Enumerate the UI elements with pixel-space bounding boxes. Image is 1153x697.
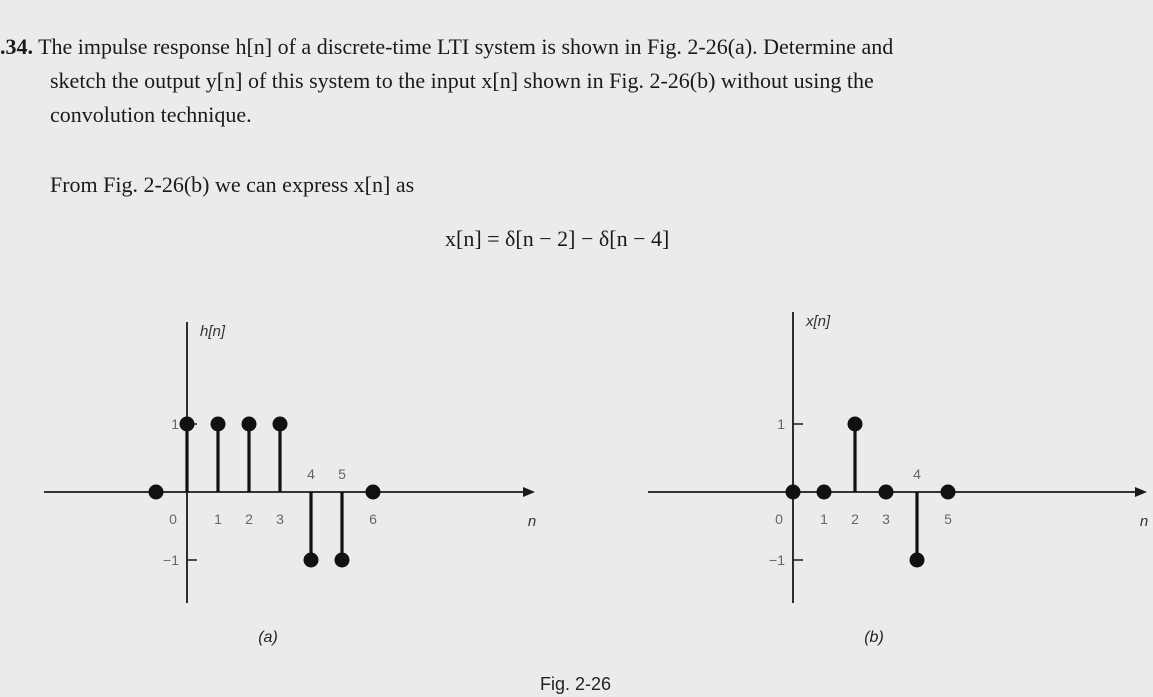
figure-caption: Fig. 2-26 [540, 674, 612, 694]
stem-marker [149, 485, 164, 500]
x-tick-label: 2 [245, 511, 253, 527]
x-tick-label: 2 [851, 511, 859, 527]
x-tick-label: 1 [820, 511, 828, 527]
x-tick-label: 1 [214, 511, 222, 527]
stem-marker [910, 553, 925, 568]
stem-marker [848, 417, 863, 432]
x-tick-label: 3 [276, 511, 284, 527]
x-axis-arrow [1135, 487, 1147, 497]
stem-marker [817, 485, 832, 500]
stem-marker [211, 417, 226, 432]
y-tick-label: −1 [769, 552, 785, 568]
stem-marker [273, 417, 288, 432]
x-tick-label: 0 [169, 511, 177, 527]
y-axis-label: x[n] [806, 313, 831, 330]
stem-marker [180, 417, 195, 432]
stem-marker [366, 485, 381, 500]
y-tick-label: −1 [163, 552, 179, 568]
x-tick-label: 0 [775, 511, 783, 527]
x-axis-label: n [527, 513, 537, 530]
y-axis-label: h[n] [200, 323, 226, 340]
x-tick-label: 4 [913, 466, 921, 482]
x-tick-label: 5 [944, 511, 952, 527]
x-tick-label: 5 [338, 466, 346, 482]
equation-x: x[n] = δ[n − 2] − δ[n − 4] [445, 226, 670, 251]
x-axis-label: n [1139, 513, 1149, 530]
problem-number: .34. [0, 34, 33, 59]
stem-marker [879, 485, 894, 500]
panel-label: (a) [258, 629, 278, 646]
stem-marker [335, 553, 350, 568]
x-tick-label: 6 [369, 511, 377, 527]
problem-line-1: .34. The impulse response h[n] of a discrete-time LTI system is shown in Fig. 2-26(a). Determine and [0, 34, 894, 59]
y-tick-label: 1 [777, 416, 785, 432]
problem-line-3: convolution technique. [50, 102, 252, 127]
problem-line-2: sketch the output y[n] of this system to the input x[n] shown in Fig. 2-26(b) without using the [50, 68, 874, 93]
x-tick-label: 3 [882, 511, 890, 527]
stem-marker [304, 553, 319, 568]
chart-panel-b [648, 312, 1148, 646]
stem-marker [941, 485, 956, 500]
panel-label: (b) [864, 629, 884, 646]
stem-marker [242, 417, 257, 432]
x-tick-label: 4 [307, 466, 315, 482]
solution-intro: From Fig. 2-26(b) we can express x[n] as [50, 172, 415, 197]
chart-panel-a [44, 322, 536, 646]
stem-marker [786, 485, 801, 500]
y-tick-label: 1 [171, 416, 179, 432]
x-axis-arrow [523, 487, 535, 497]
